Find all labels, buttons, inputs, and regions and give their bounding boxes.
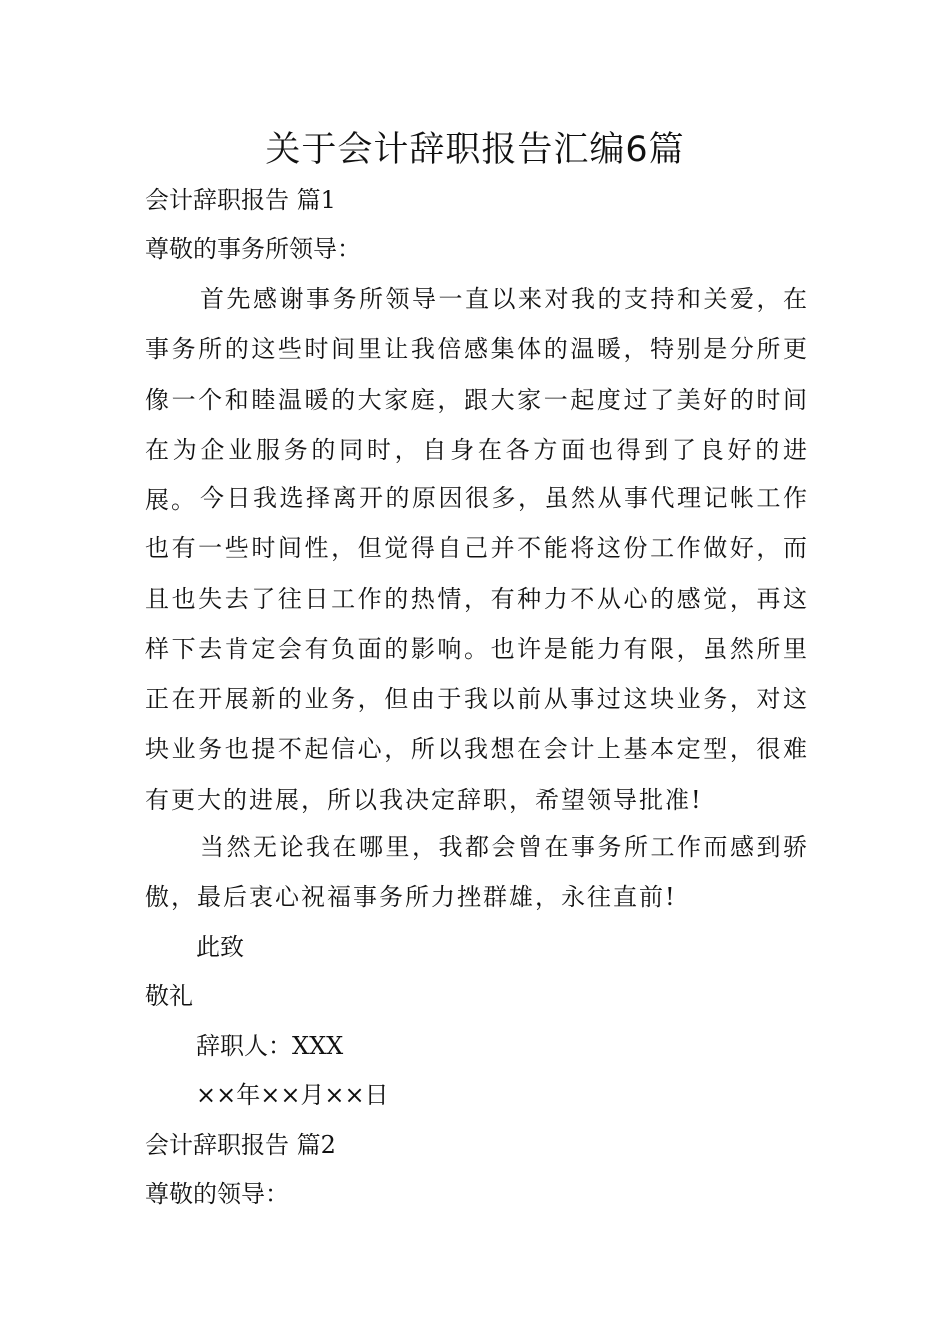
section-1-date: ××年××月××日 [196,1081,389,1109]
section-2-salutation: 尊敬的领导： [145,1180,289,1208]
section-1-signer: 辞职人：XXX [196,1032,344,1060]
section-1-heading: 会计辞职报告 篇1 [145,186,336,214]
section-1-regards: 敬礼 [145,982,193,1010]
section-1-paragraph-1: 首先感谢事务所领导一直以来对我的支持和关爱，在事务所的这些时间里让我倍感集体的温暖，特别是分所更像一个和睦温暖的大家庭，跟大家一起度过了美好的时间在为企业服务的同时，自身在各方面也得到了良好的进展。 [145,285,809,515]
section-1-paragraph-2: 今日我选择离开的原因很多，虽然从事代理记帐工作也有一些时间性，但觉得自己并不能将这份工作做好，而且也失去了往日工作的热情，有种力不从心的感觉，再这样下去肯定会有负面的影响。也许是能力有限，虽然所里正在开展新的业务，但由于我以前从事过这块业务，对这块业务也提不起信心，所以我想在会计上基本定型，很难有更大的进展，所以我决定辞职，希望领导批准! [145,484,809,814]
section-1-salutation: 尊敬的事务所领导： [145,235,361,263]
section-1-paragraph-3: 当然无论我在哪里，我都会曾在事务所工作而感到骄傲，最后衷心祝福事务所力挫群雄，永往直前! [145,833,809,912]
section-1-closing: 此致 [196,933,244,961]
document-title: 关于会计辞职报告汇编6篇 [265,130,685,170]
section-2-heading: 会计辞职报告 篇2 [145,1131,336,1159]
